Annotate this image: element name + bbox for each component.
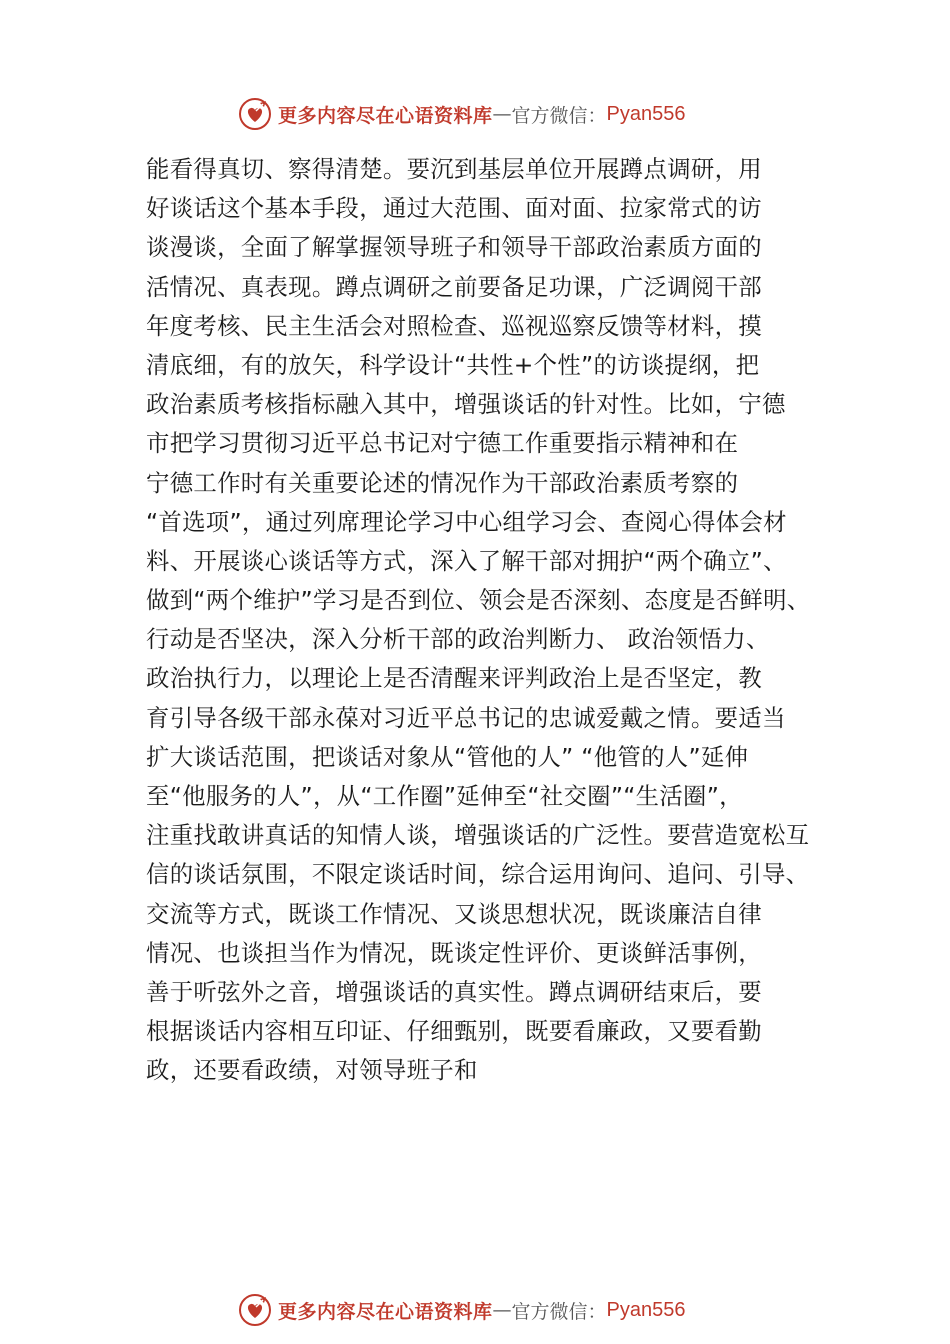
footer-wechat-id: Pyan556 xyxy=(606,1298,686,1321)
body-line: 市把学习贯彻习近平总书记对宁德工作重要指示精神和在 xyxy=(146,429,739,458)
footer-banner xyxy=(238,1292,686,1328)
body-line: 情况、也谈担当作为情况，既谈定性评价、更谈鲜活事例， xyxy=(146,938,762,967)
body-line: 宁德工作时有关重要论述的情况作为干部政治素质考察的 xyxy=(146,468,739,497)
body-line: 至“他服务的人”，从“工作圈”延伸至“社交圈”“生活圈”， xyxy=(146,782,743,810)
body-line: 年度考核、民主生活会对照检查、巡视巡察反馈等材料，摸 xyxy=(146,311,762,340)
body-line: 能看得真切、察得清楚。要沉到基层单位开展蹲点调研，用 xyxy=(146,155,762,183)
footer-brand-text: 更多内容尽在心语资料库 xyxy=(278,1300,493,1323)
body-line: 行动是否坚决，深入分析干部的政治判断力、 政治领悟力、 xyxy=(146,625,770,654)
body-line: 信的谈话氛围，不限定谈话时间，综合运用询问、追问、引导、 xyxy=(146,860,810,889)
heart-pen-logo-icon xyxy=(238,1293,272,1327)
header-separator: — xyxy=(492,103,512,125)
body-line: 政治素质考核指标融入其中，增强谈话的针对性。比如，宁德 xyxy=(146,390,786,419)
body-line: 做到“两个维护”学习是否到位、领会是否深刻、态度是否鲜明、 xyxy=(146,586,811,615)
body-line: 育引导各级干部永葆对习近平总书记的忠诚爱戴之情。要适当 xyxy=(146,703,786,732)
body-line: 活情况、真表现。蹲点调研之前要备足功课，广泛调阅干部 xyxy=(146,272,762,301)
body-line: 料、开展谈心谈话等方式，深入了解干部对拥护“两个确立”、 xyxy=(146,546,787,575)
footer-wechat-label: 官方微信： xyxy=(511,1300,607,1323)
body-line: 根据谈话内容相互印证、仔细甄别，既要看廉政，又要看勤 xyxy=(146,1017,762,1046)
body-line: “首选项”，通过列席理论学习中心组学习会、查阅心得体会材 xyxy=(146,507,787,536)
body-line: 交流等方式，既谈工作情况、又谈思想状况，既谈廉洁自律 xyxy=(146,899,762,928)
body-line: 政，还要看政绩，对领导班子和 xyxy=(146,1056,478,1085)
body-line: 扩大谈话范围，把谈话对象从“管他的人” “他管的人”延伸 xyxy=(146,742,749,771)
header-wechat-label: 官方微信： xyxy=(511,104,607,127)
body-line: 注重找敢讲真话的知情人谈，增强谈话的广泛性。要营造宽松互 xyxy=(146,821,810,850)
document-body xyxy=(146,150,846,1091)
body-line: 清底细，有的放矢，科学设计“共性+个性”的访谈提纲，把 xyxy=(146,350,760,379)
header-brand-text: 更多内容尽在心语资料库 xyxy=(278,104,493,127)
header-wechat-id: Pyan556 xyxy=(606,102,686,125)
footer-separator: — xyxy=(492,1299,512,1321)
body-line: 好谈话这个基本手段，通过大范围、面对面、拉家常式的访 xyxy=(146,194,762,223)
heart-pen-logo-icon xyxy=(238,97,272,131)
body-line: 政治执行力，以理论上是否清醒来评判政治上是否坚定，教 xyxy=(146,664,762,693)
body-line: 善于听弦外之音，增强谈话的真实性。蹲点调研结束后，要 xyxy=(146,977,762,1006)
body-line: 谈漫谈，全面了解掌握领导班子和领导干部政治素质方面的 xyxy=(146,233,762,262)
header-banner xyxy=(238,96,686,132)
